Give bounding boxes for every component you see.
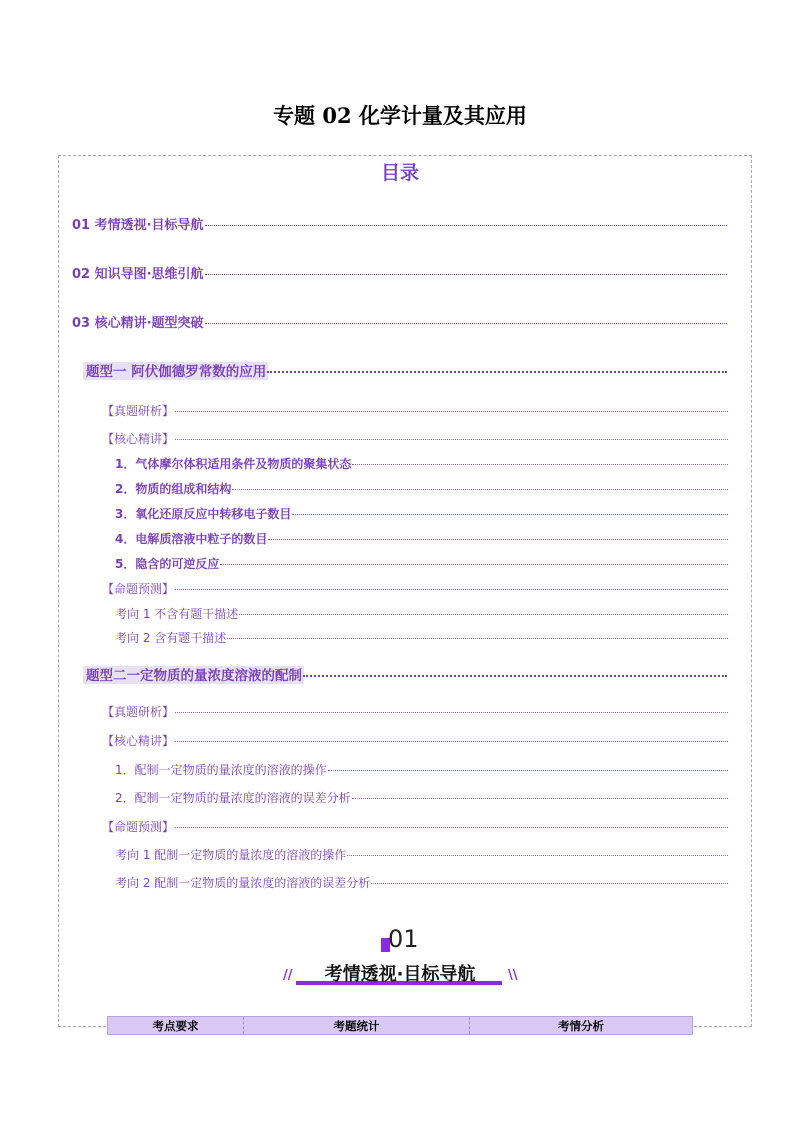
leader-dots xyxy=(220,563,728,565)
leader-dots xyxy=(227,637,728,639)
toc-type2-kaoxiang-1[interactable] xyxy=(115,846,728,863)
toc-type1-point-3[interactable] xyxy=(115,505,728,522)
toc-type1-kaoxiang-1[interactable] xyxy=(115,605,728,622)
leader-dots xyxy=(267,370,727,373)
toc-item-label: 【真题研析】 xyxy=(102,705,175,719)
section-number: 01 xyxy=(388,925,419,953)
toc-type1-point-4[interactable] xyxy=(115,530,728,547)
toc-item-kaoqing[interactable] xyxy=(72,214,727,233)
toc-type1-kaoxiang-2[interactable] xyxy=(115,629,728,646)
toc-type1-point-1[interactable] xyxy=(115,455,728,472)
toc-item-label: 考向 1 配制一定物质的量浓度的溶液的操作 xyxy=(115,848,347,862)
table-header-cell: 考情分析 xyxy=(558,1019,604,1033)
leader-dots xyxy=(232,488,728,490)
toc-item-zhishi[interactable] xyxy=(72,263,727,282)
toc-type2-point-1[interactable] xyxy=(115,761,728,778)
toc-item-label: 01 考情透视·目标导航 xyxy=(72,218,204,233)
toc-item-label: 考向 1 不含有题干描述 xyxy=(115,607,239,621)
toc-item-label: 3．氧化还原反应中转移电子数目 xyxy=(115,507,292,521)
toc-type1-zhenti[interactable] xyxy=(102,402,728,419)
leader-dots xyxy=(347,854,728,856)
toc-type1-hexin[interactable] xyxy=(102,430,728,447)
toc-type1-mingti[interactable] xyxy=(102,580,728,597)
toc-type1[interactable] xyxy=(86,360,727,380)
leader-dots xyxy=(175,588,728,590)
toc-item-label: 【核心精讲】 xyxy=(102,432,175,446)
toc-item-hexin[interactable] xyxy=(72,312,727,331)
leader-dots xyxy=(328,769,728,771)
toc-type2-mingti[interactable] xyxy=(102,818,728,835)
leader-dots xyxy=(352,797,728,799)
toc-type1-label: 题型一 阿伏伽德罗常数的应用 xyxy=(86,360,266,380)
toc-item-label: 【命题预测】 xyxy=(102,582,175,596)
toc-item-label: 03 核心精讲·题型突破 xyxy=(72,316,204,331)
toc-type2[interactable] xyxy=(86,664,727,684)
table-header-cell: 考题统计 xyxy=(244,1017,470,1034)
exam-nav-table-header xyxy=(107,1016,693,1035)
toc-type2-kaoxiang-2[interactable] xyxy=(115,874,728,891)
toc-item-label: 2．物质的组成和结构 xyxy=(115,482,232,496)
toc-item-label: 【命题预测】 xyxy=(102,820,175,834)
toc-item-label: 考向 2 含有题干描述 xyxy=(115,631,227,645)
toc-type2-point-2[interactable] xyxy=(115,789,728,806)
leader-dots xyxy=(175,711,728,713)
toc-item-label: 【核心精讲】 xyxy=(102,734,175,748)
leader-dots xyxy=(268,538,728,540)
leader-dots xyxy=(239,613,728,615)
toc-item-label: 4．电解质溶液中粒子的数目 xyxy=(115,532,268,546)
document-title: 专题 02 化学计量及其应用 xyxy=(273,103,527,128)
leader-dots xyxy=(205,273,727,275)
toc-type2-hexin[interactable] xyxy=(102,732,728,749)
toc-item-label: 【真题研析】 xyxy=(102,404,175,418)
leader-dots xyxy=(303,674,727,677)
toc-type1-point-2[interactable] xyxy=(115,480,728,497)
slash-decoration-right: \\ xyxy=(508,968,518,983)
toc-item-label: 2．配制一定物质的量浓度的溶液的误差分析 xyxy=(115,791,351,805)
leader-dots xyxy=(175,410,728,412)
toc-item-label: 考向 2 配制一定物质的量浓度的溶液的误差分析 xyxy=(115,876,371,890)
toc-item-label: 1．配制一定物质的量浓度的溶液的操作 xyxy=(115,763,327,777)
leader-dots xyxy=(205,224,727,226)
toc-item-label: 5．隐含的可逆反应 xyxy=(115,557,220,571)
toc-type2-label: 题型二一定物质的量浓度溶液的配制 xyxy=(86,664,302,684)
leader-dots xyxy=(175,740,728,742)
toc-type2-zhenti[interactable] xyxy=(102,703,728,720)
leader-dots xyxy=(175,438,728,440)
toc-item-label: 02 知识导图·思维引航 xyxy=(72,267,204,282)
slash-decoration-left: // xyxy=(283,968,293,983)
leader-dots xyxy=(205,322,727,324)
toc-item-label: 1．气体摩尔体积适用条件及物质的聚集状态 xyxy=(115,457,352,471)
leader-dots xyxy=(371,882,728,884)
toc-heading: 目录 xyxy=(380,162,419,184)
table-header-cell: 考点要求 xyxy=(108,1017,244,1034)
leader-dots xyxy=(292,513,728,515)
leader-dots xyxy=(175,826,728,828)
section-title: 考情透视·目标导航 xyxy=(324,964,476,985)
toc-type1-point-5[interactable] xyxy=(115,555,728,572)
leader-dots xyxy=(352,463,728,465)
